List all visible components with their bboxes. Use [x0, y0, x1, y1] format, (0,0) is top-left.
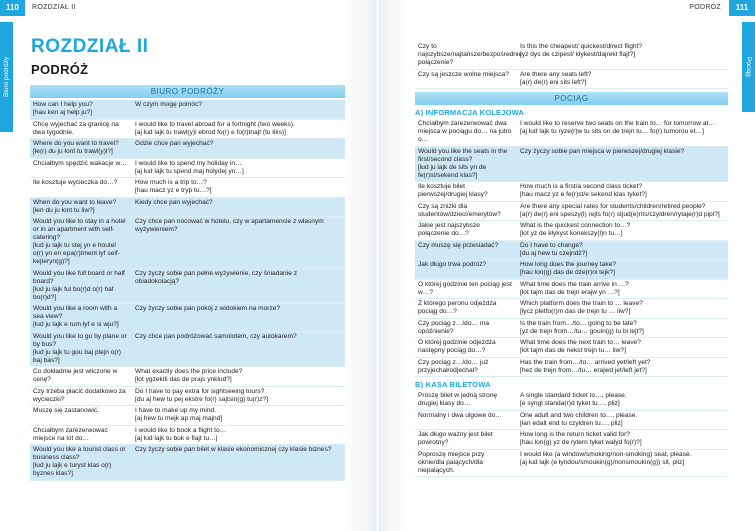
- phrase-right-cell: [515, 182, 728, 201]
- phrase-right-cell: [515, 411, 728, 430]
- phrase-text: Would you like to go by plane or by bus?: [33, 332, 127, 348]
- phrase-row: [30, 159, 345, 179]
- subsection-rows: [415, 391, 728, 477]
- phrase-text: O której godzinie odjeżdża następny pociąg do…?: [418, 339, 496, 354]
- phrase-transcription: [yz dys de czipest/ kłykest/dajrekt flajt?]: [520, 51, 636, 58]
- phrase-text: How much is a trip to…?: [135, 179, 207, 186]
- phrase-text: Ile kosztuje wycieczka do…?: [33, 179, 118, 186]
- phrase-left-cell: [415, 299, 515, 318]
- phrase-text: Czy są zniżki dla studentów/dzieci/emerytów?: [418, 202, 501, 218]
- phrase-right-cell: [515, 70, 728, 89]
- phrase-left-cell: [415, 70, 515, 89]
- phrase-row: [30, 332, 345, 368]
- phrase-row: [30, 426, 345, 446]
- phrase-row: [30, 304, 345, 332]
- phrase-left-cell: [415, 241, 515, 260]
- phrase-text: What time does the next train to… leave?: [520, 339, 641, 346]
- phrase-text: Kiedy chce pan wyjechać?: [135, 198, 213, 206]
- subsections: [415, 105, 728, 477]
- phrase-text: I would like (a window/smoking/non-smoking) seat, please.: [520, 450, 692, 458]
- phrase-row: [415, 430, 728, 450]
- phrase-text: Chciałbym spędzić wakacje w…: [33, 159, 127, 167]
- phrase-row: [30, 406, 345, 426]
- phrase-text: Czy życzy sobie pan pokój z widokiem na morze?: [135, 305, 281, 312]
- phrase-right-cell: [130, 304, 345, 331]
- phrase-text: Would you like full board or half board?: [33, 269, 125, 285]
- phrase-row: [415, 182, 728, 202]
- phrase-left-cell: [415, 147, 515, 182]
- phrase-right-cell: [130, 159, 345, 178]
- phrase-left-cell: [415, 391, 515, 410]
- phrase-text: O której godzinie ten pociąg jest w…?: [418, 280, 512, 296]
- phrase-text: A single standard ticket to…, please.: [520, 392, 627, 399]
- phrase-right-cell: [515, 202, 728, 221]
- phrase-text: Chciałbym zarezerwować miejsce na lot do…: [33, 426, 108, 442]
- phrase-text: Which platform does the train to … leave?: [520, 300, 643, 307]
- phrase-text: Jak długo trwa podróż?: [418, 261, 487, 268]
- phrase-transcription: [e syngl standa(r)d tyket tu…, pliz]: [520, 400, 620, 407]
- phrase-right-cell: [130, 100, 345, 119]
- phrase-transcription: [hau lon(g) yz de rytern tyket walyd fo(r)?]: [520, 439, 642, 446]
- phrase-right-cell: [515, 260, 728, 279]
- phrase-row: [30, 198, 345, 218]
- phrase-row: [30, 120, 345, 140]
- phrase-text: I would like to spend my holiday in…: [135, 159, 242, 167]
- phrase-text: Ile kosztuje bilet pierwszej/drugiej klasy?: [418, 183, 488, 198]
- phrase-text: When do you want to leave?: [33, 198, 117, 206]
- phrase-right-cell: [130, 426, 345, 445]
- phrase-transcription: [łan edalt end tu czyldren tu…, pliz]: [520, 419, 623, 427]
- phrase-table: [415, 42, 728, 477]
- running-head: PODRÓŻ: [689, 4, 721, 11]
- phrase-right-cell: [515, 391, 728, 410]
- side-tab: Biuro podróży: [0, 22, 13, 132]
- phrase-transcription: [łe(r) du ju łont tu trawl(y)l?]: [33, 148, 113, 155]
- phrase-left-cell: [30, 269, 130, 304]
- phrase-row: [30, 367, 345, 387]
- phrase-left-cell: [415, 119, 515, 146]
- phrase-text: How much is a first/a second class ticket?: [520, 183, 643, 190]
- phrase-text: Z którego peronu odjeżdża pociąg do…?: [418, 300, 497, 315]
- phrase-right-cell: [130, 445, 345, 480]
- phrase-text: Would you like a room with a sea view?: [33, 305, 118, 320]
- phrase-transcription: [hau macz yz e tryp tu…?]: [135, 187, 212, 194]
- phrase-row: [30, 178, 345, 198]
- subsection-rows: [415, 119, 728, 377]
- phrase-row: [415, 411, 728, 431]
- phrase-right-cell: [515, 299, 728, 318]
- phrase-right-cell: [515, 42, 728, 69]
- phrase-right-cell: [130, 120, 345, 139]
- page-number: 110: [0, 0, 25, 16]
- phrase-left-cell: [415, 338, 515, 357]
- phrase-right-cell: [130, 139, 345, 158]
- phrase-text: Czy chce pan podróżować samolotem, czy autokarem?: [135, 332, 297, 340]
- phrase-left-cell: [415, 358, 515, 377]
- phrase-text: Czy pociąg z…/do… ma opóźnienie?: [418, 319, 490, 335]
- phrase-transcription: [łud ju lajk de sits yn de fe(r)st/sekend klas?]: [418, 163, 487, 179]
- phrase-text: Czy życzy sobie pan pełne wyżywienie, czy śniadanie z obiadokolacją?: [135, 269, 297, 285]
- phrase-left-cell: [415, 221, 515, 240]
- chapter-subtitle: PODRÓŻ: [31, 62, 89, 77]
- phrase-left-cell: [415, 202, 515, 221]
- phrase-left-cell: [30, 198, 130, 217]
- subsection-title: A) INFORMACJA KOLEJOWA: [415, 108, 525, 117]
- phrase-row: [415, 299, 728, 319]
- phrase-right-cell: [515, 280, 728, 299]
- phrase-right-cell: [130, 178, 345, 197]
- phrase-row: [415, 221, 728, 241]
- phrase-row: [415, 338, 728, 358]
- phrase-text: How long is the return ticket valid for?: [520, 431, 630, 438]
- phrase-transcription: [aj łud lajk (e łyndou/smoukin(g)/nonsmoukin(g)) sit, pliz]: [520, 458, 685, 466]
- phrase-text: Is this the cheapest/ quickest/direct flight?: [520, 43, 643, 50]
- phrase-text: Is the train from…/to… going to be late?: [520, 319, 637, 327]
- phrase-text: Do I have to pay extra for sightseeing tours?: [135, 387, 265, 395]
- phrase-text: Are there any seats left?: [520, 70, 592, 78]
- left-page: [0, 0, 377, 531]
- phrase-text: Would you like to stay in a hotel or in an apartment with self-catering?: [33, 218, 126, 241]
- phrase-left-cell: [30, 217, 130, 268]
- phrase-transcription: [aj łud lajk tu buk e flajt tu…]: [135, 434, 218, 442]
- phrase-transcription: [hau lon(g) das de dże(r)ni tejk?]: [520, 269, 615, 276]
- phrase-row: [30, 217, 345, 269]
- phrase-row: [415, 202, 728, 222]
- phrase-text: Czy chce pan nocować w hotelu, czy w apartamencie z własnym wyżywieniem?: [135, 218, 324, 233]
- phrase-transcription: [łud ju lajk ful bo(r)d o(r) haf bo(r)d?]: [33, 285, 114, 301]
- phrase-row: [415, 241, 728, 261]
- phrase-right-cell: [515, 338, 728, 357]
- phrase-text: Poproszę miejsce przy oknie/dla palących/dla niepalących.: [418, 450, 485, 474]
- right-page: [378, 0, 755, 531]
- phrase-text: How can I help you?: [33, 101, 93, 108]
- phrase-row: [30, 269, 345, 305]
- phrase-left-cell: [30, 387, 130, 406]
- phrase-text: Chcę wyjechać za granicę na dwa tygodnie.: [33, 120, 119, 136]
- phrase-transcription: [łud ju lajk e rum łyf e si wju?]: [33, 321, 119, 328]
- phrase-table: [30, 100, 345, 481]
- phrase-transcription: [a(r) de(r) eni sits left?]: [520, 78, 587, 86]
- phrase-left-cell: [415, 260, 515, 279]
- phrase-transcription: [łen du ju łont tu liw?]: [33, 206, 95, 214]
- phrase-transcription: [łud ju lajk e turyst klas o(r) byznes klas?]: [33, 462, 112, 477]
- phrase-text: I would like to reserve two seats on the train to… for tomorrow at…: [520, 120, 715, 127]
- side-tab: Pociąg: [742, 22, 755, 112]
- phrase-text: What exactly does the price include?: [135, 368, 243, 375]
- phrase-text: Czy życzy sobie pan bilet w klasie ekonomicznej czy klasie biznes?: [135, 446, 332, 453]
- phrase-transcription: [aj łud lajk tu trawl(y)l ebrod fo(r) e fo(r)tnajt (tu łiks)]: [135, 128, 286, 136]
- phrase-row: [415, 260, 728, 280]
- phrase-left-cell: [30, 406, 130, 425]
- phrase-text: Czy to najszybsze/najtańsze/bezpośrednie połączenie?: [418, 43, 523, 66]
- subsection-title: B) KASA BILETOWA: [415, 380, 491, 389]
- phrase-transcription: [du aj hew tu czejndż?]: [520, 249, 588, 257]
- phrase-left-cell: [30, 367, 130, 386]
- phrase-transcription: [łot yz de kłykyst konekszy(l)n tu…]: [520, 230, 623, 237]
- phrase-text: Co dokładnie jest wliczone w cenę?: [33, 368, 118, 383]
- phrase-left-cell: [415, 450, 515, 477]
- phrase-left-cell: [30, 159, 130, 178]
- phrase-transcription: [aj łud lajk tu ryze(r)w tu sits on de trejn tu… fo(r) tumorou et…]: [520, 128, 704, 135]
- phrase-transcription: [łud ju lajk tu stej yn e houtel o(r) yn en epa(r)tment łyf self- kejteryn(g)?]: [33, 242, 120, 265]
- phrase-right-cell: [130, 406, 345, 425]
- phrase-text: Would you like a tourist class or business class?: [33, 446, 126, 461]
- phrase-transcription: [łud ju lajk tu gou baj plejn o(r) baj bas?]: [33, 348, 121, 364]
- phrase-left-cell: [30, 100, 130, 119]
- phrase-transcription: [łycz pletfo(r)m das de trejn tu … liw?]: [520, 308, 631, 315]
- phrase-text: W czym mogę pomóc?: [135, 101, 203, 108]
- phrase-left-cell: [415, 182, 515, 201]
- phrase-right-cell: [130, 269, 345, 304]
- phrase-left-cell: [415, 42, 523, 69]
- phrase-right-cell: [130, 198, 345, 217]
- phrase-text: Jak długo ważny jest bilet powrotny?: [418, 431, 493, 446]
- phrase-text: Chciałbym zarezerwować dwa miejsca w pociągu do… na jutro o…: [418, 120, 512, 143]
- phrase-text: Has the train from…/to… arrived yet/left yet?: [520, 358, 651, 366]
- phrase-text: Gdzie chce pan wyjechać?: [135, 140, 214, 147]
- phrase-row: [415, 42, 728, 70]
- phrase-text: I would like to travel abroad for a fortnight (two weeks).: [135, 120, 295, 128]
- phrase-text: Normalny i dwa ulgowe do…: [418, 411, 502, 419]
- phrase-row: [415, 147, 728, 183]
- phrase-right-cell: [515, 119, 728, 146]
- phrase-text: Would you like the seats in the first/second class?: [418, 147, 508, 163]
- phrase-text: Proszę bilet w jedną stronę drugiej klasy do…: [418, 392, 498, 407]
- phrase-text: Jakie jest najszybsze połączenie do…?: [418, 222, 480, 237]
- phrase-left-cell: [415, 411, 515, 430]
- phrase-transcription: [hez de trejn from…/tu… erajwd jet/left jet?]: [520, 366, 647, 374]
- phrase-row: [415, 358, 728, 378]
- phrase-left-cell: [30, 178, 130, 197]
- phrase-text: Where do you want to travel?: [33, 140, 119, 147]
- phrase-row: [415, 70, 728, 90]
- page-number: 111: [729, 0, 755, 16]
- phrase-transcription: [yz de trejn from…/tu… gouin(g) tu bi lejt?]: [520, 327, 644, 335]
- phrase-text: Czy życzy sobie pan miejsca w pierwszej/drugiej klasie?: [520, 147, 685, 155]
- phrase-transcription: [łot tajm das de trejn erajw yn …?]: [520, 288, 620, 296]
- phrase-right-cell: [130, 367, 345, 386]
- phrase-text: Czy trzeba płacić dodatkowo za wycieczki?: [33, 387, 126, 403]
- phrase-text: I would like to book a flight to…: [135, 426, 227, 434]
- phrase-transcription: [a(r) de(r) eni speszy(l) rejts fo(r) stjud(e)nts/czyldren/rytaje(r)d pipl?]: [520, 210, 720, 218]
- phrase-transcription: [aj hew tu mejk ap maj majnd]: [135, 415, 223, 422]
- running-head: ROZDZIAŁ II: [32, 4, 76, 11]
- phrase-text: Muszę się zastanowić.: [33, 407, 99, 414]
- phrase-row: [30, 387, 345, 407]
- phrase-row: [415, 450, 728, 478]
- phrase-right-cell: [130, 387, 345, 406]
- phrase-transcription: [du aj hew tu pej ekstre fo(r) sajtsin(g) tu(r)z?]: [135, 395, 269, 403]
- phrase-row: [415, 280, 728, 300]
- phrase-left-cell: [415, 430, 515, 449]
- phrase-text: Czy muszę się przesiadać?: [418, 241, 499, 249]
- phrase-right-cell: [515, 241, 728, 260]
- phrase-text: Czy pociąg z…/do… już przyjechał/odjechał?: [418, 358, 489, 374]
- phrase-right-cell: [515, 450, 728, 477]
- phrase-row: [30, 100, 345, 120]
- phrase-right-cell: [515, 147, 728, 182]
- section-title-bar: BIURO PODRÓŻY: [30, 85, 345, 98]
- phrase-transcription: [łot ygzektli das de prajs ynklud?]: [135, 376, 232, 383]
- phrase-right-cell: [515, 221, 728, 240]
- phrase-left-cell: [30, 304, 130, 331]
- phrase-row: [30, 139, 345, 159]
- phrase-row: [415, 391, 728, 411]
- phrase-left-cell: [415, 319, 515, 338]
- phrase-transcription: [hau macz yz e fe(r)st/e sekend klas tyket?]: [520, 191, 647, 198]
- phrase-transcription: [łot tajm das de nekst trejn tu… liw?]: [520, 347, 626, 354]
- phrase-text: One adult and two children to…, please.: [520, 411, 638, 419]
- phrase-text: Do I have to change?: [520, 241, 583, 249]
- phrase-right-cell: [515, 319, 728, 338]
- phrase-transcription: [hau ken aj help ju?]: [33, 109, 93, 116]
- phrase-right-cell: [515, 430, 728, 449]
- section-title-bar: POCIĄG: [415, 92, 728, 105]
- phrase-row: [415, 119, 728, 147]
- phrase-text: Are there any special rates for students/children/retired people?: [520, 202, 706, 210]
- phrase-text: How long does the journey take?: [520, 261, 617, 268]
- phrase-transcription: [aj łud lajk tu spend maj holydej yn…]: [135, 167, 244, 175]
- phrase-left-cell: [415, 280, 515, 299]
- phrase-text: What is the quickest connection to…?: [520, 222, 631, 229]
- phrase-right-cell: [130, 332, 345, 367]
- phrase-right-cell: [515, 358, 728, 377]
- phrase-right-cell: [130, 217, 345, 268]
- phrase-left-cell: [30, 139, 130, 158]
- phrase-text: I have to make up my mind.: [135, 407, 216, 414]
- phrase-row: [30, 445, 345, 481]
- phrase-text: What time does the train arrive in …?: [520, 280, 629, 288]
- chapter-title: ROZDZIAŁ II: [31, 36, 149, 57]
- phrase-row: [415, 319, 728, 339]
- phrase-left-cell: [30, 426, 130, 445]
- phrase-left-cell: [30, 332, 130, 367]
- intro-rows: [415, 42, 728, 89]
- phrase-left-cell: [30, 120, 130, 139]
- phrase-text: Czy są jeszcze wolne miejsca?: [418, 70, 509, 78]
- phrase-left-cell: [30, 445, 130, 480]
